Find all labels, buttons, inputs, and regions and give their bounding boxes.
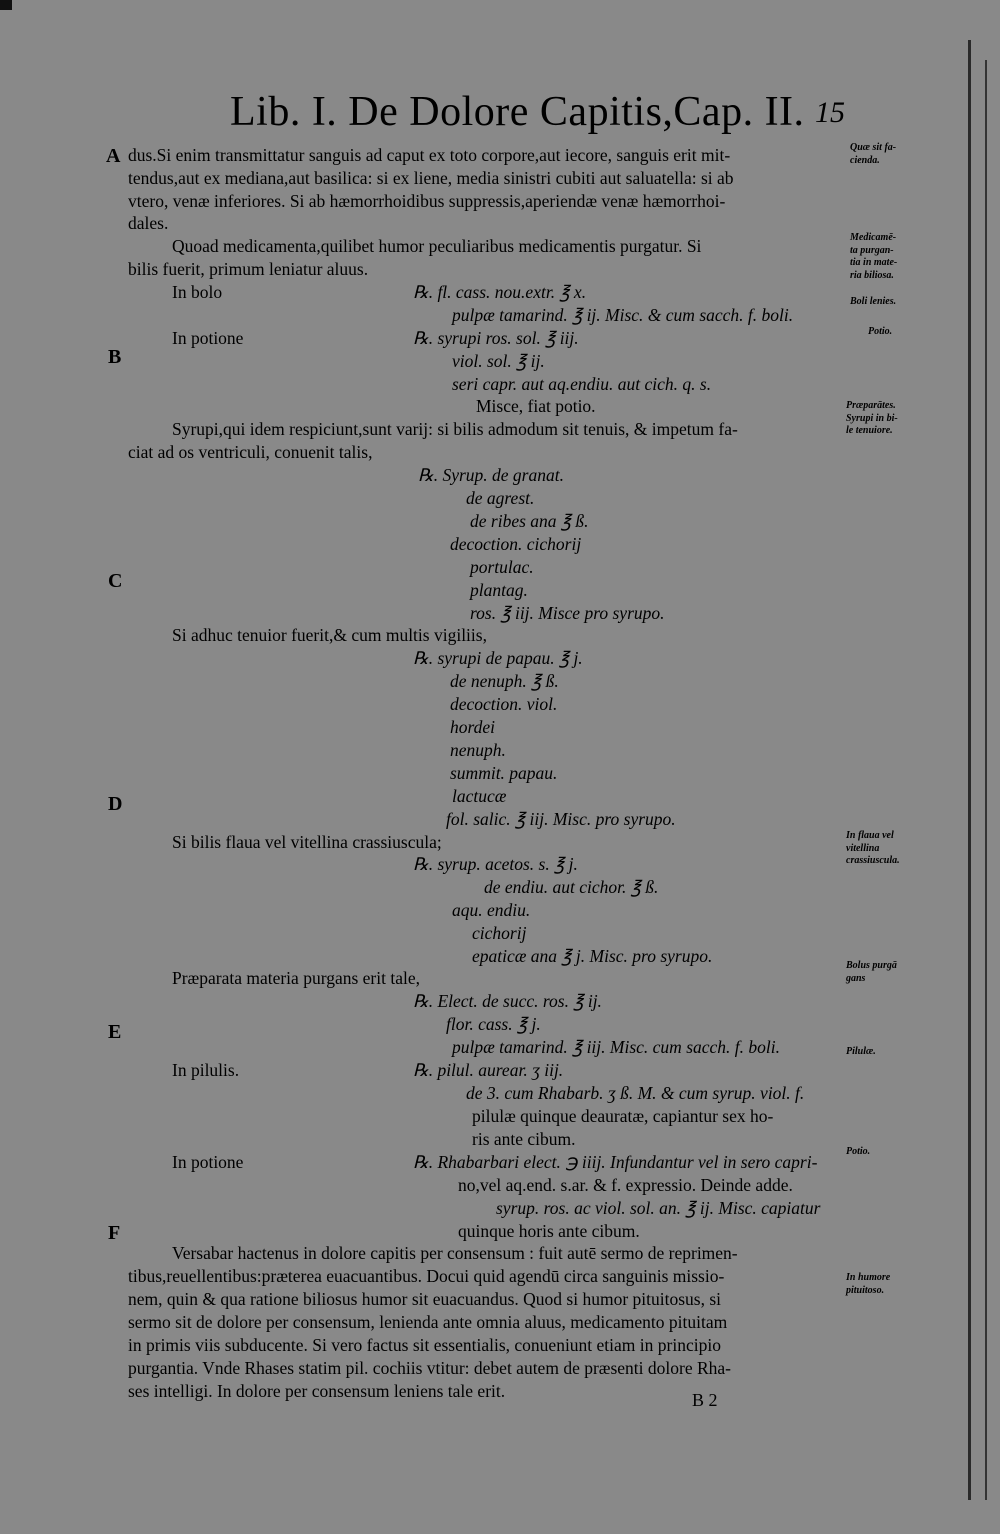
text-line: tendus,aut ex mediana,aut basilica: si ex liene, media sinistri cubiti aut saluatella: si ab <box>128 168 734 188</box>
recipe-line: pulpæ tamarind. ℥ iij. Misc. cum sacch. f. boli. <box>452 1037 781 1057</box>
recipe-line: plantag. <box>470 580 528 600</box>
text-line: Quoad medicamenta,quilibet humor peculiaribus medicamentis purgatur. Si <box>172 236 702 256</box>
recipe-line: viol. sol. ℥ ij. <box>452 351 545 371</box>
text-line: Misce, fiat potio. <box>476 396 596 416</box>
text-line: ses intelligi. In dolore per consensum leniens tale erit. <box>128 1381 506 1401</box>
recipe-line: de 3. cum Rhabarb. ʒ ß. M. & cum syrup. viol. f. <box>466 1083 805 1103</box>
page-number: 15 <box>815 96 845 129</box>
ink-speck <box>0 0 12 10</box>
text-line: In potione <box>172 328 244 348</box>
recipe-line: pulpæ tamarind. ℥ ij. Misc. & cum sacch. f. boli. <box>452 305 794 325</box>
gutter-line <box>968 40 971 1500</box>
recipe-line: de endiu. aut cichor. ℥ ß. <box>484 877 659 897</box>
margin-note: Potio. <box>868 326 893 337</box>
margin-note: Bolus purgā gans <box>846 960 897 984</box>
text-line: in primis viis subducente. Si vero factus sit essentialis, conueniunt etiam in principio <box>128 1335 721 1355</box>
section-letter: D <box>108 793 123 815</box>
text-line: Præparata materia purgans erit tale, <box>172 968 420 988</box>
text-line: vtero, venæ inferiores. Si ab hæmorrhoidibus suppressis,aperiendæ venæ hæmorrhoi- <box>128 191 726 211</box>
text-line: In potione <box>172 1152 244 1172</box>
margin-note: In flaua vel vitellina crassiuscula. <box>846 830 900 866</box>
margin-note: Præparātes. Syrupi in bi- le tenuiore. <box>846 400 898 436</box>
margin-note: Boli lenies. <box>850 296 897 307</box>
text-line: dales. <box>128 213 169 233</box>
text-line: Syrupi,qui idem respiciunt,sunt varij: si bilis admodum sit tenuis, & impetum fa- <box>172 419 738 439</box>
recipe-line: cichorij <box>472 923 527 943</box>
recipe-line: decoction. viol. <box>450 694 558 714</box>
recipe-line: lactucæ <box>452 786 507 806</box>
signature-mark: B 2 <box>692 1390 718 1410</box>
recipe-line: epaticæ ana ℥ j. Misc. pro syrupo. <box>472 946 713 966</box>
recipe-line: seri capr. aut aq.endiu. aut cich. q. s. <box>452 374 712 394</box>
text-line: purgantia. Vnde Rhases statim pil. cochiis vtitur: debet autem de præsenti dolore Rha- <box>128 1358 731 1378</box>
recipe-line: fol. salic. ℥ iij. Misc. pro syrupo. <box>446 809 676 829</box>
section-letter: F <box>108 1222 121 1244</box>
text-line: In bolo <box>172 282 223 302</box>
recipe-line: ℞. Syrup. de granat. <box>418 465 564 485</box>
text-line: ciat ad os ventriculi, conuenit talis, <box>128 442 373 462</box>
recipe-line: ℞. Rhabarbari elect. ℈ iiij. Infundantur vel in sero capri- <box>413 1152 818 1172</box>
recipe-line: syrup. ros. ac viol. sol. an. ℥ ij. Misc. capiatur <box>496 1198 821 1218</box>
recipe-line: ℞. syrupi de papau. ℥ j. <box>413 648 583 668</box>
margin-note: In humore pituitoso. <box>846 1272 891 1296</box>
text-line: tibus,reuellentibus:præterea euacuantibus. Docui quid agendū circa sanguinis missio- <box>128 1266 725 1286</box>
text-line: quinque horis ante cibum. <box>458 1221 640 1241</box>
recipe-line: de nenuph. ℥ ß. <box>450 671 559 691</box>
text-line: pilulæ quinque deauratæ, capiantur sex ho- <box>472 1106 774 1126</box>
recipe-line: ℞. pilul. aurear. ʒ iij. <box>413 1060 564 1080</box>
section-letter: C <box>108 570 123 592</box>
recipe-line: nenuph. <box>450 740 506 760</box>
section-letter: B <box>108 346 122 368</box>
recipe-line: ℞. syrupi ros. sol. ℥ iij. <box>413 328 579 348</box>
recipe-line: ℞. syrup. acetos. s. ℥ j. <box>413 854 578 874</box>
margin-note: Quæ sit fa- cienda. <box>850 142 897 166</box>
text-line: ris ante cibum. <box>472 1129 576 1149</box>
gutter-line <box>985 60 987 1500</box>
section-letter: A <box>106 145 121 167</box>
running-title: Lib. I. De Dolore Capitis,Cap. II. <box>230 89 805 135</box>
recipe-line: aqu. endiu. <box>452 900 531 920</box>
margin-note: Medicamē- ta purgan- tia in mate- ria biliosa. <box>850 232 898 281</box>
recipe-line: portulac. <box>470 557 534 577</box>
text-line: Si adhuc tenuior fuerit,& cum multis vigiliis, <box>172 625 487 645</box>
text-line: In pilulis. <box>172 1060 240 1080</box>
recipe-line: de ribes ana ℥ ß. <box>470 511 589 531</box>
recipe-line: ℞. fl. cass. nou.extr. ℥ x. <box>413 282 587 302</box>
margin-note: Pilulæ. <box>846 1046 876 1057</box>
text-line: sermo sit de dolore per consensum, lenienda ante omnia aluus, medicamento pituitam <box>128 1312 728 1332</box>
text-line: Si bilis flaua vel vitellina crassiuscula; <box>172 832 442 852</box>
recipe-line: flor. cass. ℥ j. <box>446 1014 541 1034</box>
recipe-line: decoction. cichorij <box>450 534 582 554</box>
recipe-line: summit. papau. <box>450 763 558 783</box>
recipe-line: de agrest. <box>466 488 535 508</box>
text-line: no,vel aq.end. s.ar. & f. expressio. Deinde adde. <box>458 1175 793 1195</box>
recipe-line: ros. ℥ iij. Misce pro syrupo. <box>470 603 665 623</box>
text-line: Versabar hactenus in dolore capitis per consensum : fuit autē sermo de reprimen- <box>172 1243 738 1263</box>
section-letter: E <box>108 1021 122 1043</box>
recipe-line: ℞. Elect. de succ. ros. ℥ ij. <box>413 991 602 1011</box>
margin-note: Potio. <box>846 1146 871 1157</box>
text-line: bilis fuerit, primum leniatur aluus. <box>128 259 369 279</box>
text-line: nem, quin & qua ratione biliosus humor sit euacuandus. Quod si humor pituitosus, si <box>128 1289 722 1309</box>
text-line: dus.Si enim transmittatur sanguis ad caput ex toto corpore,aut iecore, sanguis erit mit- <box>128 145 731 165</box>
recipe-line: hordei <box>450 717 496 737</box>
